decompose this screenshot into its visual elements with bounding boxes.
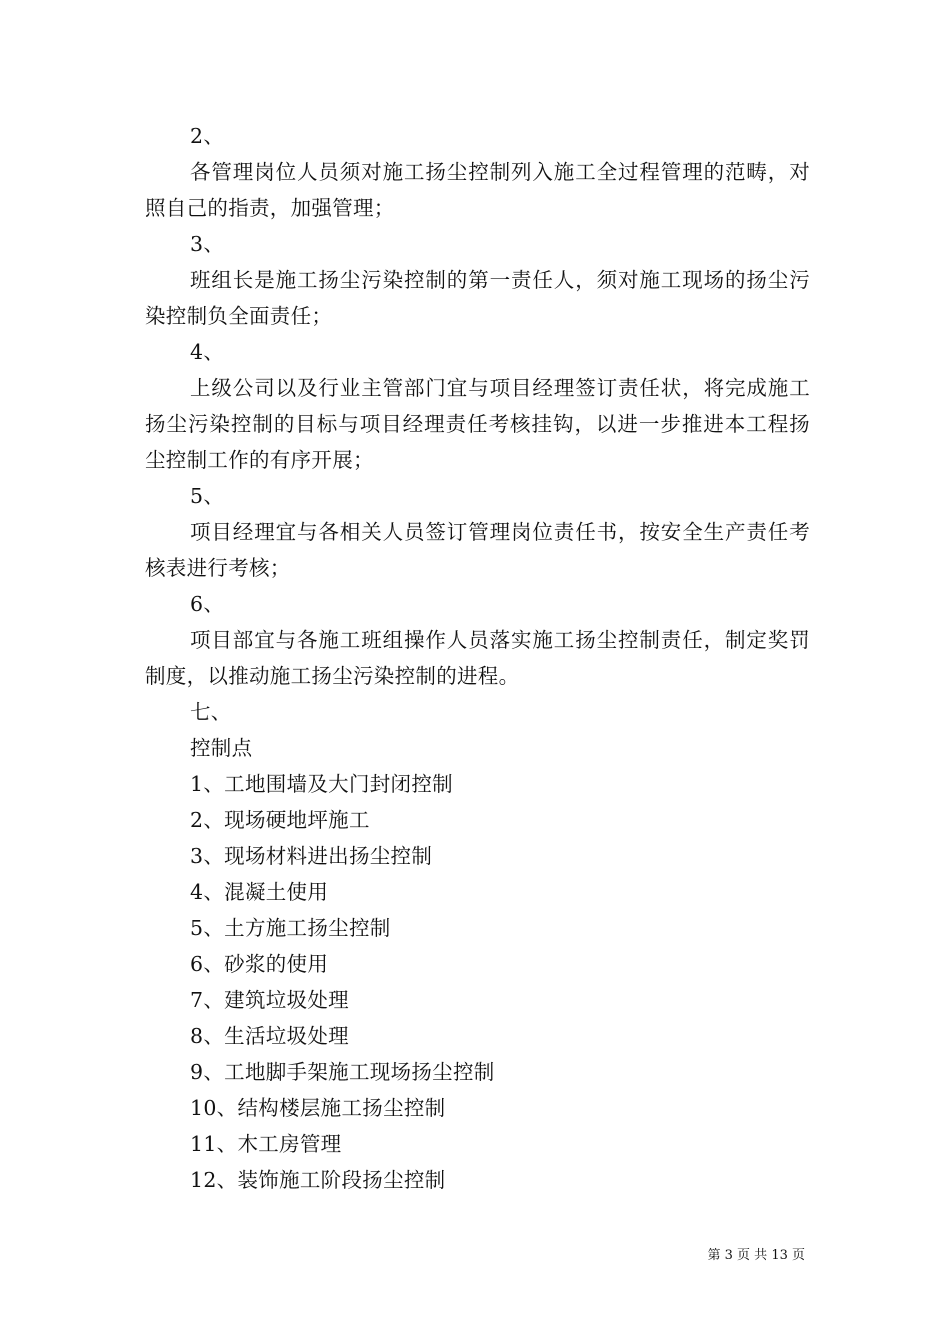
section-number: 七、 <box>190 700 232 724</box>
paragraph: 项目部宜与各施工班组操作人员落实施工扬尘控制责任，制定奖罚制度，以推动施工扬尘污染控制的进程。 <box>145 628 810 688</box>
paragraph: 上级公司以及行业主管部门宜与项目经理签订责任状，将完成施工扬尘污染控制的目标与项目经理责任考核挂钩，以进一步推进本工程扬尘控制工作的有序开展； <box>145 376 810 472</box>
list-item: 3、现场材料进出扬尘控制 <box>190 844 433 868</box>
paragraph: 项目经理宜与各相关人员签订管理岗位责任书，按安全生产责任考核表进行考核； <box>145 520 810 580</box>
section-title: 控制点 <box>190 736 253 760</box>
item-number: 2、 <box>190 124 225 148</box>
paragraph: 班组长是施工扬尘污染控制的第一责任人，须对施工现场的扬尘污染控制负全面责任； <box>145 268 810 328</box>
item-number: 4、 <box>190 340 225 364</box>
list-item: 2、现场硬地坪施工 <box>190 808 370 832</box>
list-item: 10、结构楼层施工扬尘控制 <box>190 1096 446 1120</box>
list-item: 11、木工房管理 <box>190 1132 342 1156</box>
document-body <box>145 118 810 1198</box>
list-item: 5、土方施工扬尘控制 <box>190 916 391 940</box>
list-item: 4、混凝土使用 <box>190 880 329 904</box>
item-number: 3、 <box>190 232 225 256</box>
list-item: 9、工地脚手架施工现场扬尘控制 <box>190 1060 495 1084</box>
list-item: 6、砂浆的使用 <box>190 952 329 976</box>
paragraph: 各管理岗位人员须对施工扬尘控制列入施工全过程管理的范畴，对照自己的指责，加强管理； <box>145 160 810 220</box>
list-item: 12、装饰施工阶段扬尘控制 <box>190 1168 446 1192</box>
list-item: 7、建筑垃圾处理 <box>190 988 349 1012</box>
list-item: 1、工地围墙及大门封闭控制 <box>190 772 453 796</box>
item-number: 6、 <box>190 592 225 616</box>
page-number: 第 3 页 共 13 页 <box>707 1248 805 1263</box>
list-item: 8、生活垃圾处理 <box>190 1024 349 1048</box>
item-number: 5、 <box>190 484 225 508</box>
